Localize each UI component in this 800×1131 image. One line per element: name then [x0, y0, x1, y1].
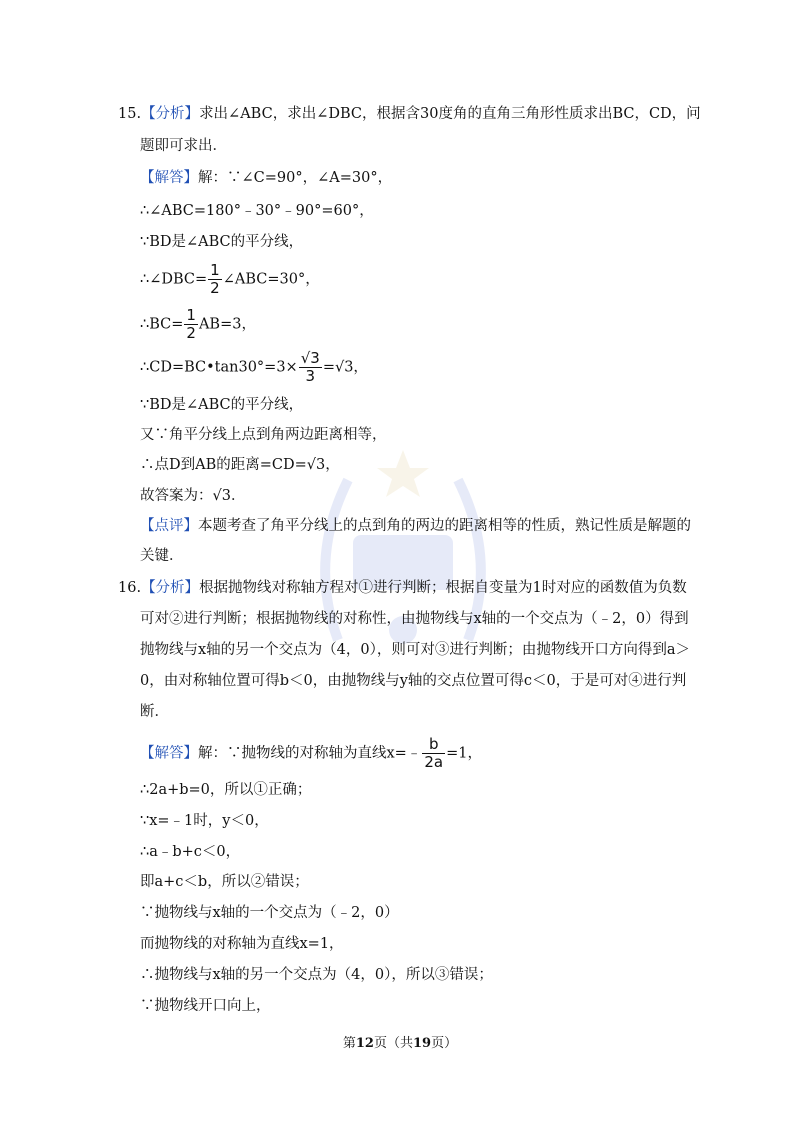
- fraction-sqrt3-over-3: $\frac{√3}{3}$: [300, 349, 320, 385]
- q16-analysis-line-3: 抛物线与x轴的另一个交点为（4，0），则可对③进行判断；由抛物线开口方向得到a＞: [140, 642, 691, 658]
- q16-analysis-tag: 【分析】: [141, 580, 200, 596]
- q16-answer-line-5: 即a+c＜b，所以②错误；: [140, 874, 309, 890]
- q15-answer-line-4: ∴∠DBC= $\frac{1}{2}$ ∠ABC=30°，: [140, 261, 320, 297]
- q15-answer-line-6: ∴CD=BC•tan30°=3× $\frac{√3}{3}$ =√3，: [140, 349, 368, 385]
- q15-answer-line-9: ∴点D到AB的距离=CD=√3，: [140, 457, 340, 473]
- q15-comment-line-1: 【点评】本题考查了角平分线上的点到角的两边的距离相等的性质，熟记性质是解题的: [140, 518, 691, 534]
- q15-comment-tag: 【点评】: [140, 518, 198, 534]
- q16-answer-line-6: ∵抛物线与x轴的一个交点为（﹣2，0）: [140, 905, 399, 921]
- q16-answer-line-3: ∵x=﹣1时，y＜0，: [140, 813, 269, 829]
- q16-analysis-line-1: 16.【分析】根据抛物线对称轴方程对①进行判断；根据自变量为1时对应的函数值为负数: [118, 580, 687, 596]
- q16-answer-line-2: ∴2a+b=0，所以①正确；: [140, 782, 312, 798]
- q16-answer-line-4: ∴a﹣b+c＜0，: [140, 844, 241, 860]
- q15-answer-line-3: ∵BD是∠ABC的平分线，: [140, 234, 304, 250]
- q15-answer-line-1: 【解答】解：∵∠C=90°，∠A=30°，: [140, 170, 393, 186]
- q16-answer-line-8: ∴抛物线与x轴的另一个交点为（4，0），所以③错误；: [140, 967, 493, 983]
- q16-analysis-line-5: 断．: [140, 704, 169, 720]
- q15-answer-line-5: ∴BC= $\frac{1}{2}$ AB=3，: [140, 306, 256, 342]
- q15-answer-line-8: 又∵角平分线上点到角两边距离相等，: [140, 427, 387, 443]
- page-number: 12: [355, 1036, 374, 1051]
- q16-analysis-line-4: 0，由对称轴位置可得b＜0，由抛物线与y轴的交点位置可得c＜0，于是可对④进行判: [140, 673, 687, 689]
- fraction-one-half: $\frac{1}{2}$: [186, 306, 196, 342]
- q15-analysis-line-1: 15.【分析】求出∠ABC，求出∠DBC，根据含30度角的直角三角形性质求出BC，CD，问: [118, 106, 701, 122]
- q15-analysis-tag: 【分析】: [141, 106, 200, 122]
- total-pages: 19: [413, 1036, 432, 1051]
- q16-analysis-line-2: 可对②进行判断；根据抛物线的对称性，由抛物线与x轴的一个交点为（﹣2，0）得到: [140, 611, 689, 627]
- q15-answer-line-7: ∵BD是∠ABC的平分线，: [140, 397, 304, 413]
- page-footer: 第12页（共19页）: [342, 1036, 458, 1051]
- q16-answer-tag: 【解答】: [140, 745, 198, 762]
- fraction-b-over-2a: $\frac{b}{2a}$: [424, 735, 444, 771]
- q15-answer-line-10: 故答案为：√3．: [140, 488, 246, 504]
- q15-comment-line-2: 关键．: [140, 548, 184, 564]
- q16-answer-line-7: 而抛物线的对称轴为直线x=1，: [140, 936, 344, 952]
- q16-answer-line-1: 【解答】解：∵抛物线的对称轴为直线x=﹣ $\frac{b}{2a}$ =1，: [140, 735, 482, 771]
- q15-analysis-line-2: 题即可求出．: [140, 138, 227, 154]
- q15-answer-tag: 【解答】: [140, 170, 198, 186]
- q15-answer-line-2: ∴∠ABC=180°﹣30°﹣90°=60°，: [140, 203, 374, 219]
- fraction-one-half: $\frac{1}{2}$: [210, 261, 220, 297]
- q16-answer-line-9: ∵抛物线开口向上，: [140, 998, 271, 1014]
